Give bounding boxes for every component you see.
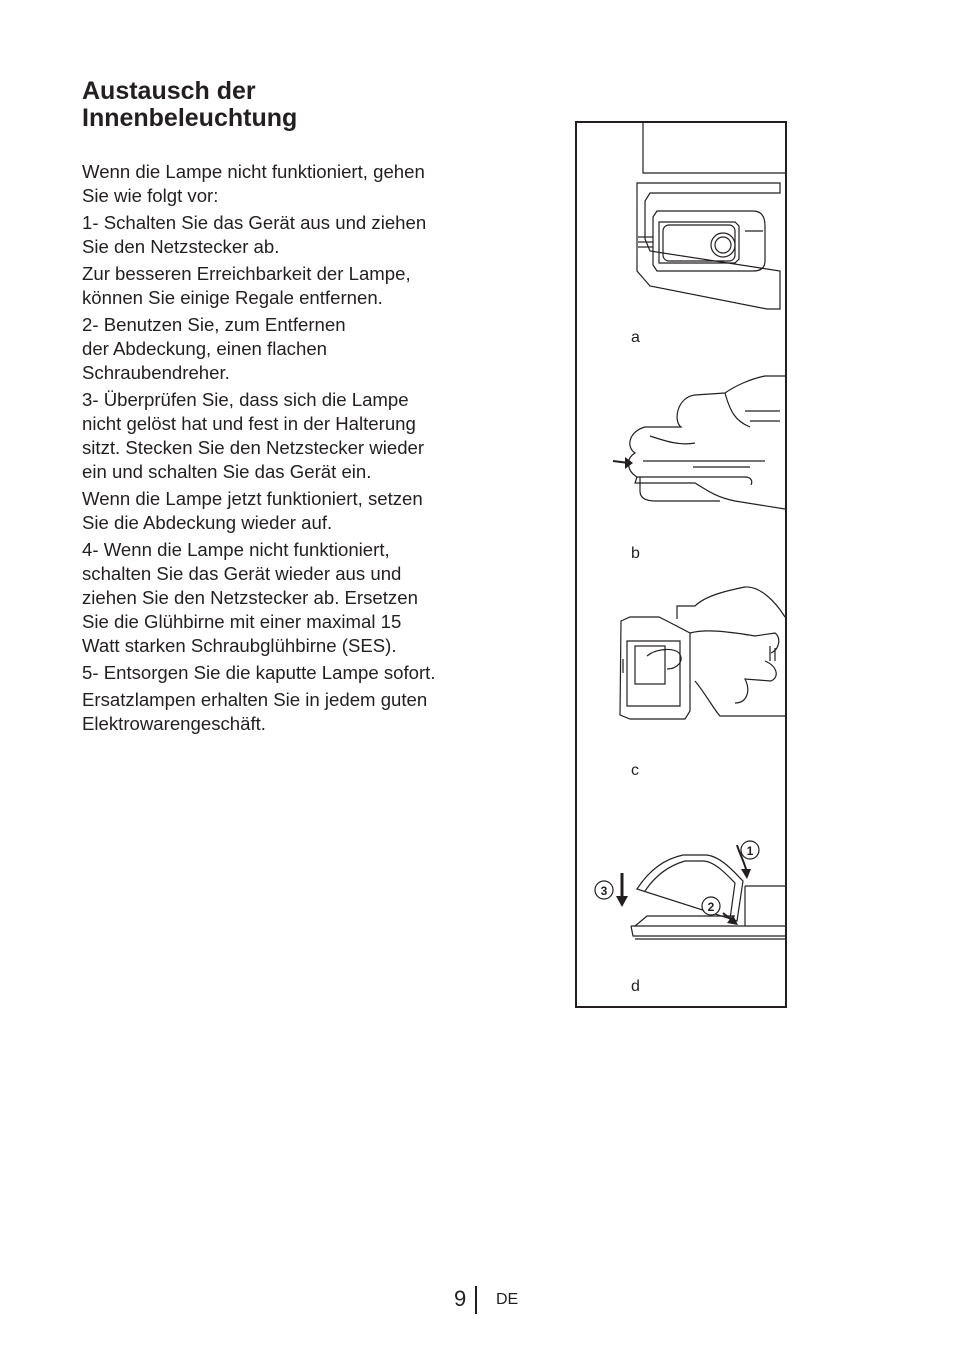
step-2-paragraph: 2- Benutzen Sie, zum Entfernen der Abdeckung, einen flachen Schraubendreher. — [82, 314, 346, 383]
step-4-paragraph: 4- Wenn die Lampe nicht funktioniert, schalten Sie das Gerät wieder aus und ziehen Sie den Netzstecker ab. Ersetzen Sie die Glühbirne mit einer maximal 15 Watt starken Schraubglühbirne (SES). — [82, 539, 418, 656]
step-marker-2-label: 2 — [707, 900, 715, 914]
panel-d-label: d — [631, 978, 640, 995]
step-3-paragraph: 3- Überprüfen Sie, dass sich die Lampe nicht gelöst hat und fest in der Halterung sitzt. Stecken Sie den Netzstecker wieder ein und schalten Sie das Gerät ein. — [82, 389, 425, 482]
cover-refit-paragraph: Wenn die Lampe jetzt funktioniert, setzen Sie die Abdeckung wieder auf. — [82, 488, 423, 533]
replacement-note-paragraph: Ersatzlampen erhalten Sie in jedem guten Elektrowarengeschäft. — [82, 689, 428, 734]
step-5-paragraph: 5- Entsorgen Sie die kaputte Lampe sofort. — [82, 662, 436, 683]
lamp-replacement-figure — [575, 121, 787, 1008]
panel-a-label: a — [631, 329, 640, 346]
footer-divider — [475, 1286, 477, 1314]
language-code: DE — [496, 1291, 519, 1308]
figure-frame — [576, 122, 786, 1007]
page-footer — [0, 1284, 954, 1316]
step-marker-2 — [702, 897, 720, 915]
step-1-paragraph: 1- Schalten Sie das Gerät aus und ziehen Sie den Netzstecker ab. — [82, 212, 427, 257]
panel-c-label: c — [631, 762, 639, 779]
instructions-text — [82, 160, 482, 739]
panel-b-label: b — [631, 545, 640, 562]
page-number: 9 — [454, 1286, 467, 1311]
intro-paragraph: Wenn die Lampe nicht funktioniert, gehen Sie wie folgt vor: — [82, 161, 425, 206]
step-marker-1-label: 1 — [746, 844, 754, 858]
step-marker-1 — [741, 841, 759, 859]
shelves-note-paragraph: Zur besseren Erreichbarkeit der Lampe, können Sie einige Regale entfernen. — [82, 263, 411, 308]
page-title: Austausch der Innenbeleuchtung — [82, 77, 298, 132]
step-marker-3 — [595, 881, 613, 899]
step-marker-3-label: 3 — [600, 884, 608, 898]
